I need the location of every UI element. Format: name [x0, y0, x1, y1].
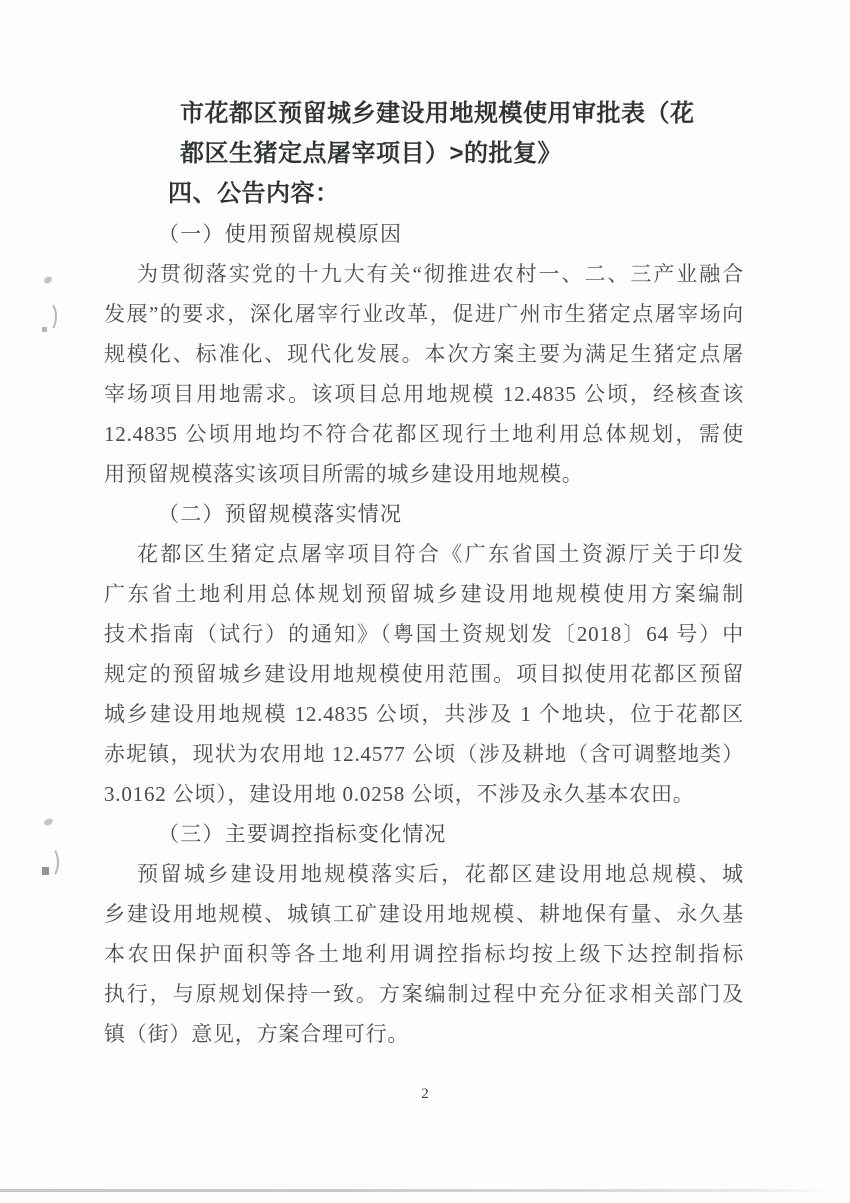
- text-line: 广东省土地利用总体规划预留城乡建设用地规模使用方案编制: [104, 582, 744, 606]
- document-body: [104, 94, 744, 1054]
- text-line: 都区生猪定点屠宰项目）>的批复》: [180, 140, 563, 167]
- text-line: 宰场项目用地需求。该项目总用地规模 12.4835 公顷，经核查该: [104, 382, 744, 406]
- scan-dot-top: [42, 327, 47, 332]
- text-line: 为贯彻落实党的十九大有关“彻推进农村一、二、三产业融合: [137, 262, 744, 286]
- text-line: 赤坭镇，现状为农用地 12.4577 公顷（涉及耕地（含可调整地类）: [104, 742, 744, 766]
- text-line: 镇（街）意见，方案合理可行。: [104, 1022, 410, 1046]
- text-line: （一）使用预留规模原因: [158, 222, 403, 246]
- text-line: 城乡建设用地规模 12.4835 公顷，共涉及 1 个地块，位于花都区: [104, 702, 744, 726]
- page-number: 2: [421, 1086, 429, 1102]
- text-line: 规模化、标准化、现代化发展。本次方案主要为满足生猪定点屠: [104, 342, 744, 366]
- text-line: （二）预留规模落实情况: [158, 502, 403, 526]
- text-line: 技术指南（试行）的通知》（粤国土资规划发〔2018〕64 号）中: [104, 622, 744, 646]
- text-line: 12.4835 公顷用地均不符合花都区现行土地利用总体规划，需使: [104, 422, 744, 446]
- text-line: 规定的预留城乡建设用地规模使用范围。项目拟使用花都区预留: [104, 662, 744, 686]
- text-line: 发展”的要求，深化屠宰行业改革，促进广州市生猪定点屠宰场向: [104, 302, 744, 326]
- text-line: 四、公告内容：: [168, 180, 340, 207]
- scan-edge-line: [0, 1189, 850, 1192]
- text-line: （三）主要调控指标变化情况: [158, 822, 447, 846]
- text-line: 本农田保护面积等各土地利用调控指标均按上级下达控制指标: [104, 942, 744, 966]
- text-line: 执行，与原规划保持一致。方案编制过程中充分征求相关部门及: [104, 982, 744, 1006]
- text-line: 用预留规模落实该项目所需的城乡建设用地规模。: [104, 462, 584, 486]
- text-line: 预留城乡建设用地规模落实后，花都区建设用地总规模、城: [137, 862, 744, 886]
- text-line: 花都区生猪定点屠宰项目符合《广东省国土资源厅关于印发: [137, 542, 744, 566]
- text-line: 乡建设用地规模、城镇工矿建设用地规模、耕地保有量、永久基: [104, 902, 744, 926]
- scan-speck-bottom: [43, 818, 54, 827]
- text-line: 市花都区预留城乡建设用地规模使用审批表（花: [180, 100, 695, 127]
- text-line: 3.0162 公顷），建设用地 0.0258 公顷，不涉及永久基本农田。: [104, 782, 695, 806]
- scan-dot-bottom: [42, 867, 49, 875]
- scan-speck-top: [43, 276, 53, 284]
